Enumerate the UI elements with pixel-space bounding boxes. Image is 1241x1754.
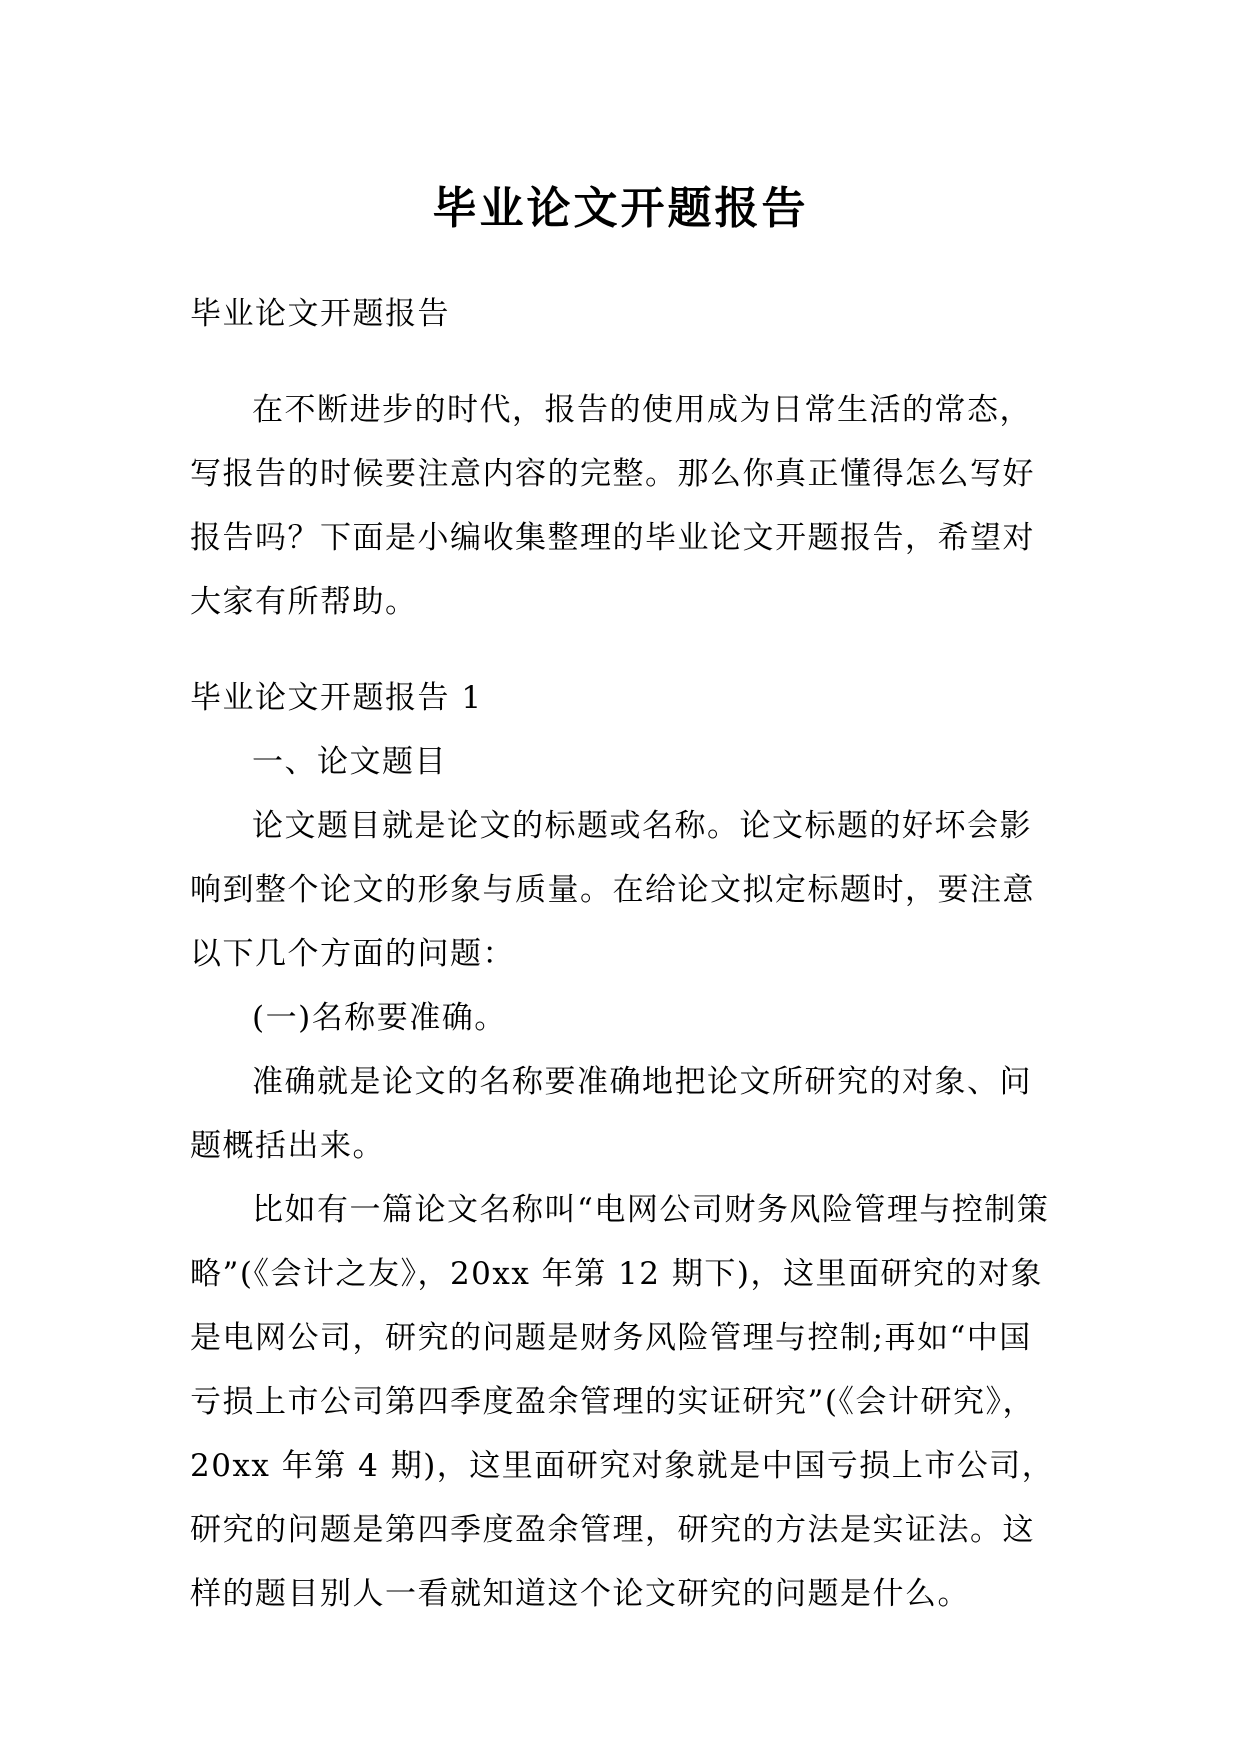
heading-thesis-title: 一、论文题目	[252, 744, 447, 780]
section-title: 毕业论文开题报告 1	[190, 680, 483, 716]
intro-paragraph: 在不断进步的时代，报告的使用成为日常生活的常态，写报告的时候要注意内容的完整。那么你真正懂得怎么写好报告吗？下面是小编收集整理的毕业论文开题报告，希望对大家有所帮助。	[190, 392, 1035, 620]
subheading-accuracy: (一)名称要准确。	[252, 1000, 507, 1036]
document-title: 毕业论文开题报告	[432, 183, 809, 235]
paragraph-thesis-title: 论文题目就是论文的标题或名称。论文标题的好坏会影响到整个论文的形象与质量。在给论文拟定标题时，要注意以下几个方面的问题：	[190, 808, 1035, 972]
document-subtitle: 毕业论文开题报告	[190, 296, 450, 332]
paragraph-accuracy: 准确就是论文的名称要准确地把论文所研究的对象、问题概括出来。	[190, 1064, 1032, 1164]
paragraph-example: 比如有一篇论文名称叫“电网公司财务风险管理与控制策略”(《会计之友》，20xx 年第 12 期下)，这里面研究的对象是电网公司，研究的问题是财务风险管理与控制;再如“中国亏损上市公司第四季度盈余管理的实证研究”(《会计研究》，20xx 年第 4 期)，这里面研究对象就是中国亏损上市公司，研究的问题是第四季度盈余管理，研究的方法是实证法。这样的题目别人一看就知道这个论文研究的问题是什么。	[190, 1192, 1055, 1612]
document-body	[190, 282, 1056, 1626]
